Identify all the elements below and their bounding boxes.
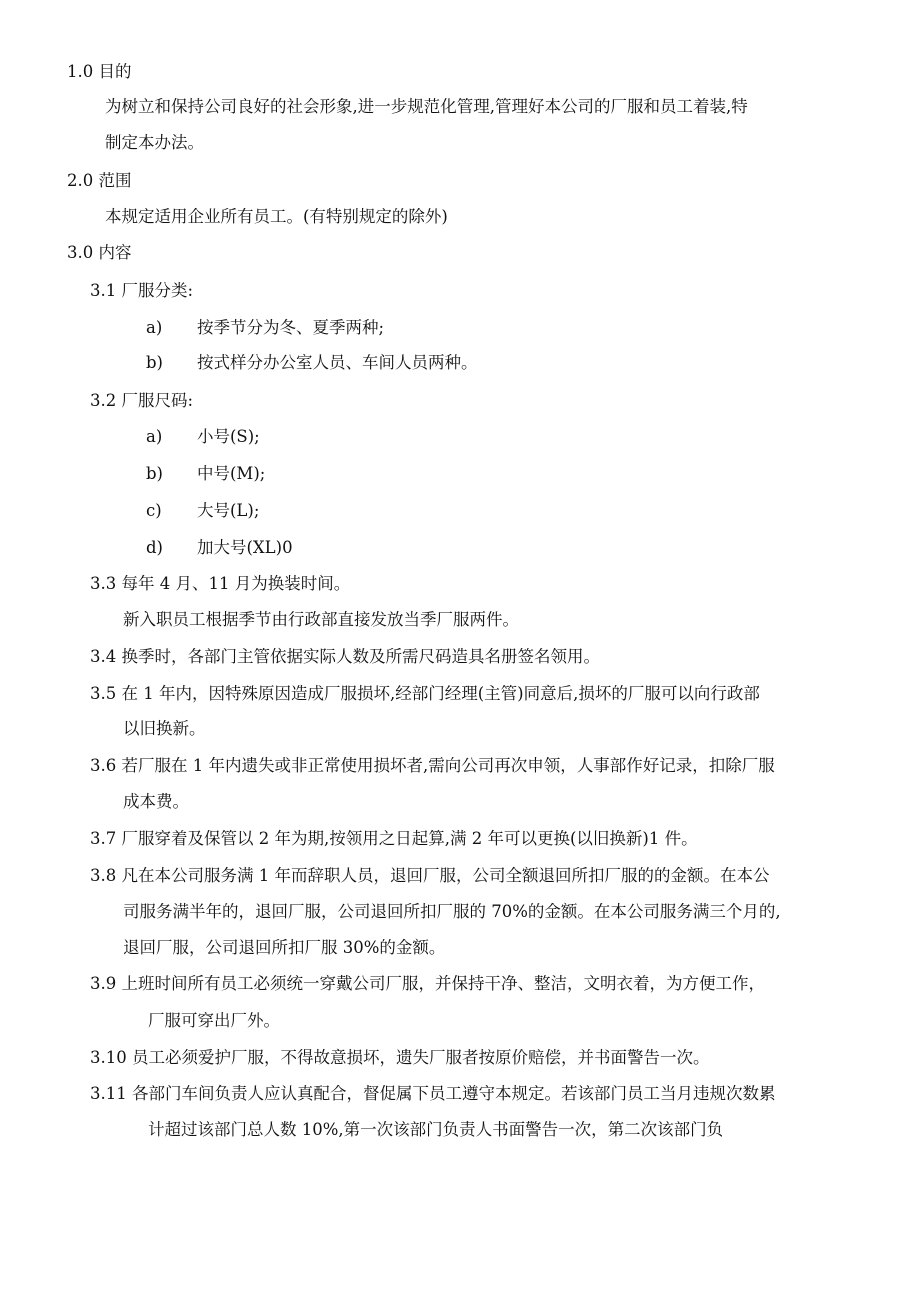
clause-3-2-item-c-text: 大号(L); (197, 501, 260, 520)
clause-3-3-line-1: 3.3 每年 4 月、11 月为换装时间。 (90, 574, 351, 593)
clause-3-5-line-1: 3.5 在 1 年内，因特殊原因造成厂服损坏,经部门经理(主管)同意后,损坏的厂服可以向行政部 (90, 684, 760, 703)
clause-3-2-item-b-marker: b) (146, 464, 163, 483)
clause-3-9-line-1: 3.9 上班时间所有员工必须统一穿戴公司厂服，并保持干净、整洁，文明衣着，为方便工作， (90, 974, 765, 993)
clause-3-8-line-2: 司服务满半年的，退回厂服，公司退回所扣厂服的 70%的金额。在本公司服务满三个月的, (123, 902, 781, 921)
purpose-text-line-1: 为树立和保持公司良好的社会形象,进一步规范化管理,管理好本公司的厂服和员工着装,特 (105, 97, 748, 116)
clause-3-2-item-b-text: 中号(M); (197, 464, 266, 483)
clause-3-2-item-d-marker: d) (146, 538, 163, 557)
clause-3-11-line-2: 计超过该部门总人数 10%,第一次该部门负责人书面警告一次，第二次该部门负 (148, 1120, 724, 1139)
clause-3-2-item-a-marker: a) (146, 427, 163, 446)
section-heading-purpose: 1.0 目的 (67, 62, 132, 81)
clause-3-8-line-3: 退回厂服，公司退回所扣厂服 30%的金额。 (123, 938, 446, 957)
clause-3-9-line-2: 厂服可穿出厂外。 (148, 1011, 280, 1030)
clause-3-1-item-b-text: 按式样分办公室人员、车间人员两种。 (197, 353, 478, 372)
clause-3-2-item-c-marker: c) (146, 501, 162, 520)
clause-3-1-item-a-text: 按季节分为冬、夏季两种; (197, 318, 385, 337)
clause-3-6-line-1: 3.6 若厂服在 1 年内遗失或非正常使用损坏者,需向公司再次申领，人事部作好记录，扣除厂服 (90, 756, 775, 775)
clause-3-1-heading: 3.1 厂服分类: (90, 281, 194, 300)
section-heading-content: 3.0 内容 (67, 243, 132, 262)
clause-3-7-line-1: 3.7 厂服穿着及保管以 2 年为期,按领用之日起算,满 2 年可以更换(以旧换新)1 件。 (90, 829, 698, 848)
clause-3-4-line-1: 3.4 换季时，各部门主管依据实际人数及所需尺码造具名册签名领用。 (90, 647, 600, 666)
clause-3-8-line-1: 3.8 凡在本公司服务满 1 年而辞职人员，退回厂服，公司全额退回所扣厂服的的金额。在本公 (90, 866, 770, 885)
clause-3-11-line-1: 3.11 各部门车间负责人应认真配合，督促属下员工遵守本规定。若该部门员工当月违规次数累 (90, 1084, 776, 1103)
clause-3-2-item-a-text: 小号(S); (197, 427, 260, 446)
scope-text-line-1: 本规定适用企业所有员工。(有特别规定的除外) (105, 207, 448, 226)
clause-3-1-item-a-marker: a) (146, 318, 163, 337)
clause-3-3-line-2: 新入职员工根据季节由行政部直接发放当季厂服两件。 (123, 610, 519, 629)
clause-3-5-line-2: 以旧换新。 (123, 719, 206, 738)
clause-3-1-item-b-marker: b) (146, 353, 163, 372)
clause-3-10-line-1: 3.10 员工必须爱护厂服，不得故意损坏，遗失厂服者按原价赔偿，并书面警告一次。 (90, 1048, 710, 1067)
clause-3-6-line-2: 成本费。 (123, 792, 189, 811)
section-heading-scope: 2.0 范围 (67, 171, 132, 190)
clause-3-2-item-d-text: 加大号(XL)0 (197, 538, 293, 557)
clause-3-2-heading: 3.2 厂服尺码: (90, 391, 194, 410)
purpose-text-line-2: 制定本办法。 (105, 133, 204, 152)
